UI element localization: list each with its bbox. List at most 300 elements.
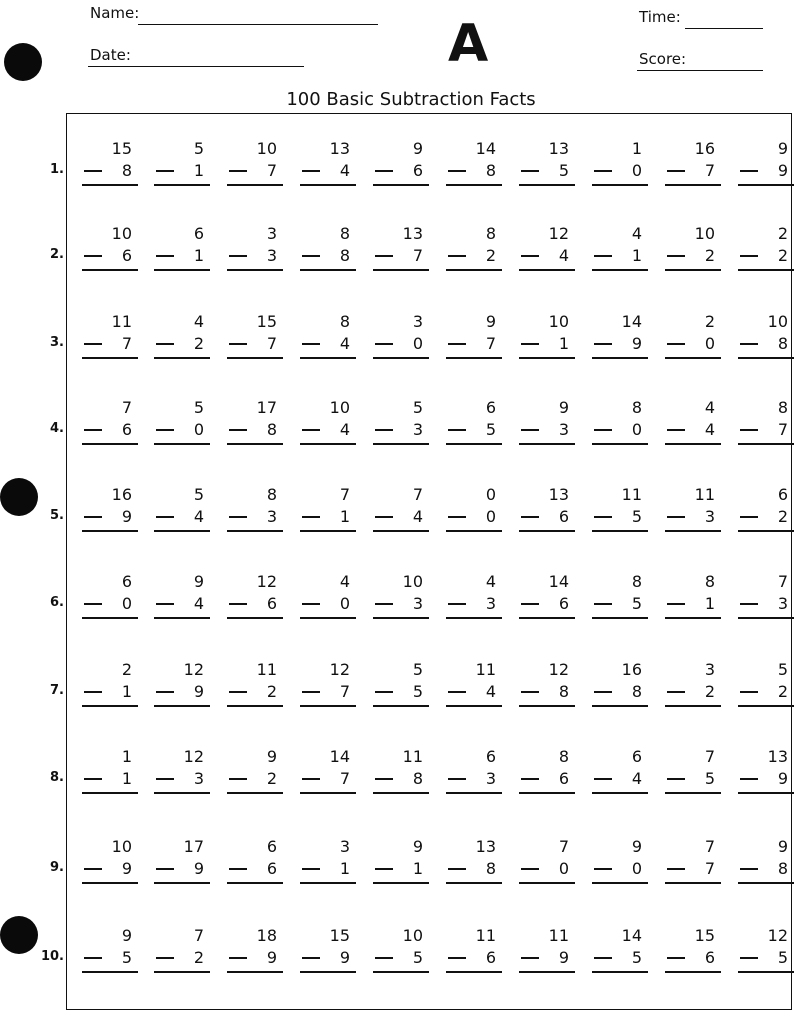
answer-rule <box>300 971 356 973</box>
answer-rule <box>519 443 575 445</box>
minuend: 13 <box>767 747 788 766</box>
minus-sign <box>229 778 247 780</box>
minuend: 8 <box>485 224 496 243</box>
minus-sign <box>448 868 466 870</box>
minuend: 14 <box>548 572 569 591</box>
time-line <box>685 28 763 29</box>
score-line <box>637 70 763 71</box>
answer-rule <box>446 705 502 707</box>
answer-rule <box>446 792 502 794</box>
minuend: 5 <box>193 398 204 417</box>
minuend: 8 <box>631 572 642 591</box>
minuend: 15 <box>329 926 350 945</box>
answer-rule <box>665 882 721 884</box>
subtrahend-line <box>446 681 502 703</box>
subtraction-problem <box>154 138 210 186</box>
subtrahend-line <box>373 681 429 703</box>
subtraction-problem <box>446 397 502 445</box>
subtraction-problem <box>373 925 429 973</box>
minus-sign <box>229 691 247 693</box>
minuend: 15 <box>694 926 715 945</box>
subtrahend: 8 <box>485 859 496 878</box>
subtrahend-line <box>300 419 356 441</box>
subtrahend: 6 <box>266 859 277 878</box>
minuend: 2 <box>121 660 132 679</box>
subtrahend: 9 <box>121 507 132 526</box>
minus-sign <box>84 343 102 345</box>
subtrahend: 5 <box>777 948 788 967</box>
minus-sign <box>740 778 758 780</box>
answer-rule <box>227 971 283 973</box>
subtrahend: 3 <box>266 246 277 265</box>
minus-sign <box>667 868 685 870</box>
subtrahend: 1 <box>193 246 204 265</box>
answer-rule <box>154 184 210 186</box>
answer-rule <box>154 792 210 794</box>
subtrahend: 3 <box>193 769 204 788</box>
answer-rule <box>82 882 138 884</box>
minuend: 6 <box>777 485 788 504</box>
subtrahend: 0 <box>631 420 642 439</box>
minuend: 7 <box>121 398 132 417</box>
date-label: Date: <box>90 46 131 64</box>
subtrahend-line <box>227 947 283 969</box>
minuend: 9 <box>777 139 788 158</box>
subtrahend: 4 <box>339 161 350 180</box>
date-field[interactable] <box>90 46 131 64</box>
subtrahend: 2 <box>193 334 204 353</box>
minus-sign <box>667 957 685 959</box>
subtrahend-line <box>82 858 138 880</box>
minus-sign <box>156 516 174 518</box>
subtraction-problem <box>519 659 575 707</box>
subtrahend: 3 <box>485 769 496 788</box>
answer-rule <box>227 443 283 445</box>
minuend: 14 <box>621 312 642 331</box>
answer-rule <box>738 792 794 794</box>
minuend: 10 <box>111 837 132 856</box>
subtrahend-line <box>227 245 283 267</box>
row-number: 7. <box>50 683 64 698</box>
minuend: 2 <box>704 312 715 331</box>
subtrahend: 9 <box>339 948 350 967</box>
subtraction-problem <box>373 138 429 186</box>
subtrahend: 3 <box>412 594 423 613</box>
subtrahend: 7 <box>266 161 277 180</box>
subtrahend: 9 <box>558 948 569 967</box>
subtrahend-line <box>82 768 138 790</box>
subtrahend-line <box>738 593 794 615</box>
subtrahend: 5 <box>485 420 496 439</box>
subtraction-problem <box>227 571 283 619</box>
subtrahend-line <box>519 333 575 355</box>
row-number: 10. <box>40 949 64 964</box>
minus-sign <box>229 255 247 257</box>
subtrahend-line <box>300 160 356 182</box>
answer-rule <box>82 357 138 359</box>
subtrahend-line <box>519 506 575 528</box>
subtrahend: 1 <box>412 859 423 878</box>
answer-rule <box>300 530 356 532</box>
subtrahend: 2 <box>704 246 715 265</box>
answer-rule <box>446 971 502 973</box>
minuend: 8 <box>777 398 788 417</box>
answer-rule <box>592 184 648 186</box>
subtraction-problem <box>227 223 283 271</box>
minus-sign <box>740 957 758 959</box>
subtraction-problem <box>446 223 502 271</box>
minuend: 3 <box>266 224 277 243</box>
subtraction-problem <box>373 484 429 532</box>
minuend: 3 <box>704 660 715 679</box>
subtrahend: 6 <box>121 420 132 439</box>
answer-rule <box>227 357 283 359</box>
subtraction-problem <box>82 223 138 271</box>
subtraction-problem <box>227 138 283 186</box>
subtrahend-line <box>665 419 721 441</box>
subtrahend-line <box>300 681 356 703</box>
minuend: 3 <box>412 312 423 331</box>
minuend: 9 <box>266 747 277 766</box>
answer-rule <box>665 443 721 445</box>
minuend: 15 <box>111 139 132 158</box>
subtrahend-line <box>446 333 502 355</box>
minuend: 9 <box>121 926 132 945</box>
answer-rule <box>738 184 794 186</box>
minus-sign <box>740 516 758 518</box>
minus-sign <box>448 603 466 605</box>
answer-rule <box>373 971 429 973</box>
answer-rule <box>738 530 794 532</box>
minuend: 7 <box>704 837 715 856</box>
subtrahend-line <box>373 245 429 267</box>
answer-rule <box>738 882 794 884</box>
answer-rule <box>738 357 794 359</box>
subtrahend-line <box>446 858 502 880</box>
subtrahend-line <box>82 160 138 182</box>
minuend: 4 <box>193 312 204 331</box>
subtraction-problem <box>300 311 356 359</box>
subtrahend: 3 <box>777 594 788 613</box>
subtrahend: 4 <box>558 246 569 265</box>
answer-rule <box>300 617 356 619</box>
minus-sign <box>156 343 174 345</box>
subtraction-problem <box>665 138 721 186</box>
minuend: 10 <box>402 572 423 591</box>
subtraction-problem <box>373 311 429 359</box>
subtrahend: 7 <box>777 420 788 439</box>
subtraction-problem <box>300 397 356 445</box>
subtraction-problem <box>82 925 138 973</box>
name-line <box>138 24 378 25</box>
answer-rule <box>592 530 648 532</box>
subtrahend: 2 <box>193 948 204 967</box>
subtrahend-line <box>154 245 210 267</box>
subtraction-problem <box>300 746 356 794</box>
answer-rule <box>592 882 648 884</box>
minus-sign <box>229 868 247 870</box>
subtrahend: 3 <box>412 420 423 439</box>
minuend: 8 <box>339 312 350 331</box>
subtrahend-line <box>738 506 794 528</box>
minuend: 9 <box>777 837 788 856</box>
minus-sign <box>375 255 393 257</box>
answer-rule <box>519 792 575 794</box>
answer-rule <box>446 617 502 619</box>
subtraction-problem <box>592 836 648 884</box>
answer-rule <box>665 705 721 707</box>
minus-sign <box>84 603 102 605</box>
answer-rule <box>592 617 648 619</box>
subtrahend-line <box>154 160 210 182</box>
subtraction-problem <box>154 311 210 359</box>
subtraction-problem <box>592 571 648 619</box>
minuend: 6 <box>266 837 277 856</box>
minuend: 10 <box>256 139 277 158</box>
minuend: 10 <box>402 926 423 945</box>
subtrahend-line <box>227 160 283 182</box>
minuend: 7 <box>704 747 715 766</box>
minus-sign <box>667 516 685 518</box>
subtraction-problem <box>154 746 210 794</box>
subtraction-problem <box>300 836 356 884</box>
subtraction-problem <box>446 571 502 619</box>
score-field[interactable] <box>639 50 686 68</box>
subtrahend: 3 <box>266 507 277 526</box>
minuend: 6 <box>631 747 642 766</box>
subtrahend-line <box>227 419 283 441</box>
subtraction-problem <box>519 925 575 973</box>
subtrahend: 0 <box>121 594 132 613</box>
subtrahend-line <box>592 768 648 790</box>
row-number: 2. <box>50 247 64 262</box>
minuend: 8 <box>704 572 715 591</box>
minuend: 14 <box>621 926 642 945</box>
subtraction-problem <box>82 571 138 619</box>
minus-sign <box>667 255 685 257</box>
subtrahend: 5 <box>631 594 642 613</box>
answer-rule <box>373 530 429 532</box>
subtraction-problem <box>373 223 429 271</box>
subtrahend: 0 <box>485 507 496 526</box>
minuend: 4 <box>485 572 496 591</box>
minus-sign <box>302 255 320 257</box>
answer-rule <box>82 617 138 619</box>
subtraction-problem <box>227 659 283 707</box>
subtrahend-line <box>446 768 502 790</box>
minuend: 9 <box>193 572 204 591</box>
answer-rule <box>446 184 502 186</box>
subtrahend: 8 <box>412 769 423 788</box>
minus-sign <box>84 778 102 780</box>
minus-sign <box>667 429 685 431</box>
minus-sign <box>448 429 466 431</box>
subtrahend-line <box>592 245 648 267</box>
minuend: 10 <box>767 312 788 331</box>
minus-sign <box>594 516 612 518</box>
subtrahend-line <box>373 419 429 441</box>
subtrahend-line <box>82 245 138 267</box>
minus-sign <box>521 170 539 172</box>
subtraction-problem <box>519 397 575 445</box>
minus-sign <box>84 957 102 959</box>
subtrahend-line <box>665 160 721 182</box>
subtrahend-line <box>519 681 575 703</box>
answer-rule <box>519 882 575 884</box>
subtraction-problem <box>592 397 648 445</box>
subtrahend: 6 <box>412 161 423 180</box>
minuend: 9 <box>412 139 423 158</box>
minus-sign <box>302 868 320 870</box>
minuend: 10 <box>548 312 569 331</box>
answer-rule <box>446 882 502 884</box>
subtrahend-line <box>519 593 575 615</box>
minuend: 10 <box>694 224 715 243</box>
subtraction-problem <box>592 138 648 186</box>
subtraction-problem <box>519 138 575 186</box>
minus-sign <box>740 603 758 605</box>
subtraction-problem <box>738 836 794 884</box>
subtrahend: 6 <box>704 948 715 967</box>
answer-rule <box>446 269 502 271</box>
minuend: 11 <box>694 485 715 504</box>
answer-rule <box>227 269 283 271</box>
answer-rule <box>154 617 210 619</box>
subtrahend: 2 <box>777 246 788 265</box>
time-field[interactable] <box>639 8 681 26</box>
answer-rule <box>227 792 283 794</box>
answer-rule <box>592 269 648 271</box>
minuend: 6 <box>193 224 204 243</box>
subtrahend: 4 <box>412 507 423 526</box>
name-field[interactable] <box>90 4 139 22</box>
row-number: 9. <box>50 860 64 875</box>
score-label: Score: <box>639 50 687 68</box>
minuend: 1 <box>631 139 642 158</box>
subtraction-problem <box>373 659 429 707</box>
subtraction-problem <box>82 746 138 794</box>
subtrahend-line <box>300 947 356 969</box>
answer-rule <box>592 443 648 445</box>
minuend: 9 <box>558 398 569 417</box>
subtrahend: 4 <box>193 594 204 613</box>
minuend: 2 <box>777 224 788 243</box>
minuend: 8 <box>266 485 277 504</box>
minuend: 6 <box>121 572 132 591</box>
minus-sign <box>594 778 612 780</box>
answer-rule <box>738 443 794 445</box>
subtraction-problem <box>738 397 794 445</box>
subtraction-problem <box>373 571 429 619</box>
answer-rule <box>82 184 138 186</box>
minus-sign <box>229 603 247 605</box>
subtraction-problem <box>665 836 721 884</box>
subtrahend: 8 <box>558 682 569 701</box>
answer-rule <box>519 971 575 973</box>
answer-rule <box>592 971 648 973</box>
minus-sign <box>375 778 393 780</box>
subtrahend: 3 <box>558 420 569 439</box>
minuend: 12 <box>183 660 204 679</box>
answer-rule <box>665 184 721 186</box>
subtrahend: 4 <box>485 682 496 701</box>
answer-rule <box>82 971 138 973</box>
minus-sign <box>594 957 612 959</box>
subtraction-problem <box>82 138 138 186</box>
minuend: 13 <box>548 139 569 158</box>
subtrahend: 1 <box>121 682 132 701</box>
minuend: 10 <box>111 224 132 243</box>
minus-sign <box>448 691 466 693</box>
subtrahend: 7 <box>266 334 277 353</box>
minus-sign <box>594 170 612 172</box>
answer-rule <box>519 357 575 359</box>
subtraction-problem <box>227 311 283 359</box>
answer-rule <box>300 705 356 707</box>
minus-sign <box>521 516 539 518</box>
answer-rule <box>373 357 429 359</box>
subtrahend-line <box>738 947 794 969</box>
subtraction-problem <box>154 223 210 271</box>
row-number: 8. <box>50 770 64 785</box>
minus-sign <box>156 957 174 959</box>
answer-rule <box>373 882 429 884</box>
subtraction-problem <box>665 223 721 271</box>
subtraction-problem <box>519 746 575 794</box>
row-number: 4. <box>50 421 64 436</box>
subtrahend: 9 <box>777 161 788 180</box>
subtrahend: 0 <box>339 594 350 613</box>
subtrahend-line <box>592 593 648 615</box>
subtraction-problem <box>82 484 138 532</box>
subtrahend: 4 <box>631 769 642 788</box>
subtrahend: 2 <box>266 769 277 788</box>
minus-sign <box>667 691 685 693</box>
subtrahend-line <box>519 245 575 267</box>
subtrahend-line <box>82 333 138 355</box>
subtrahend: 3 <box>704 507 715 526</box>
minus-sign <box>667 170 685 172</box>
subtraction-problem <box>227 925 283 973</box>
subtrahend: 5 <box>631 948 642 967</box>
page-title: 100 Basic Subtraction Facts <box>286 89 536 110</box>
minuend: 14 <box>329 747 350 766</box>
subtrahend: 5 <box>121 948 132 967</box>
subtraction-problem <box>446 311 502 359</box>
minus-sign <box>375 603 393 605</box>
minus-sign <box>594 603 612 605</box>
subtrahend: 8 <box>485 161 496 180</box>
subtrahend-line <box>154 333 210 355</box>
subtrahend-line <box>154 506 210 528</box>
subtrahend-line <box>373 160 429 182</box>
answer-rule <box>82 705 138 707</box>
minus-sign <box>667 343 685 345</box>
subtraction-problem <box>738 311 794 359</box>
minuend: 5 <box>412 660 423 679</box>
subtrahend: 7 <box>339 682 350 701</box>
minus-sign <box>84 691 102 693</box>
minuend: 6 <box>485 747 496 766</box>
answer-rule <box>154 269 210 271</box>
subtraction-problem <box>665 397 721 445</box>
minus-sign <box>594 343 612 345</box>
subtrahend-line <box>300 506 356 528</box>
subtrahend-line <box>227 858 283 880</box>
answer-rule <box>738 971 794 973</box>
minus-sign <box>667 778 685 780</box>
subtrahend: 2 <box>777 682 788 701</box>
